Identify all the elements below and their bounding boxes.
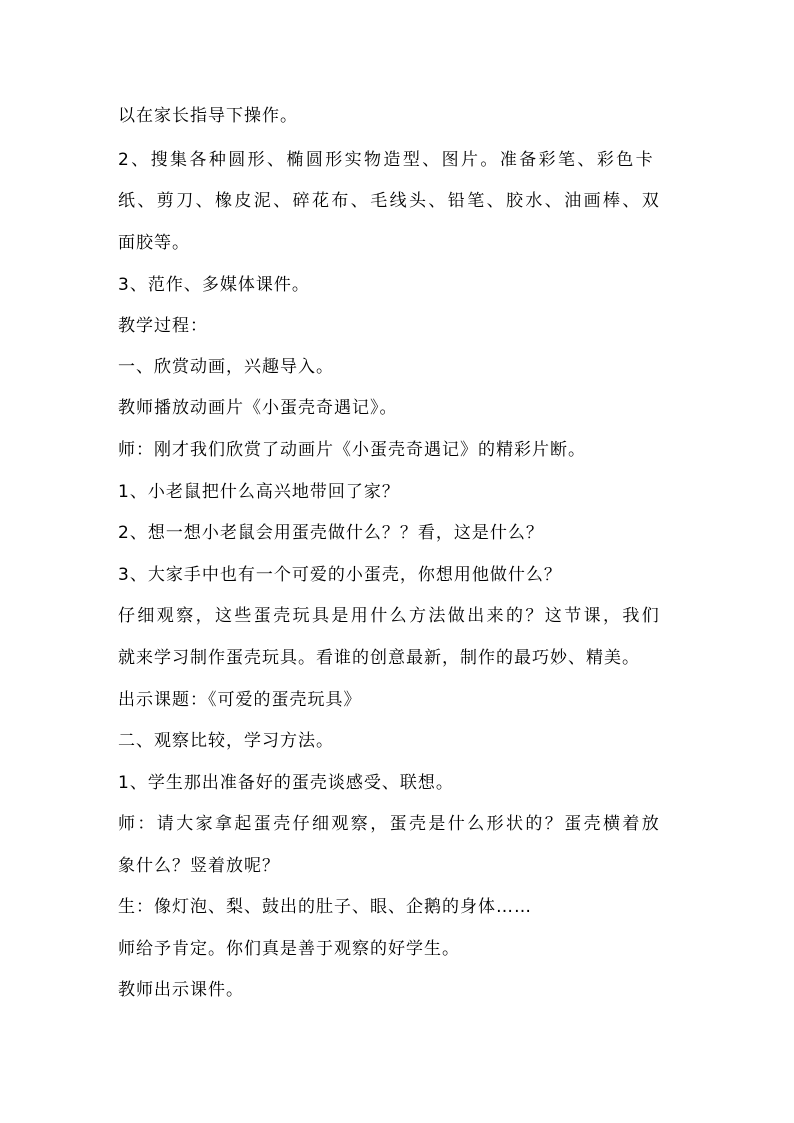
- text-line: 教学过程：: [118, 316, 208, 336]
- text-line: 教师播放动画片《小蛋壳奇遇记》。: [118, 398, 398, 418]
- text-line: 仔细观察，这些蛋壳玩具是用什么方法做出来的？这节课，我们: [118, 606, 662, 626]
- text-line: 师：刚才我们欣赏了动画片《小蛋壳奇遇记》的精彩片断。: [118, 440, 586, 460]
- text-line: 师：请大家拿起蛋壳仔细观察，蛋壳是什么形状的？蛋壳横着放: [118, 814, 662, 834]
- text-line: 面胶等。: [118, 233, 190, 253]
- text-line: 3、范作、多媒体课件。: [118, 275, 310, 295]
- text-line: 1、学生那出准备好的蛋壳谈感受、联想。: [118, 773, 454, 793]
- text-line: 生：像灯泡、梨、鼓出的肚子、眼、企鹅的身体……: [118, 897, 532, 917]
- text-line: 纸、剪刀、橡皮泥、碎花布、毛线头、铅笔、胶水、油画棒、双: [118, 191, 662, 211]
- text-line: 二、观察比较，学习方法。: [118, 731, 334, 751]
- text-line: 2、想一想小老鼠会用蛋壳做什么？？看，这是什么？: [118, 523, 544, 543]
- text-line: 1、小老鼠把什么高兴地带回了家？: [118, 482, 400, 502]
- text-line: 教师出示课件。: [118, 980, 244, 1000]
- text-line: 2、搜集各种圆形、椭圆形实物造型、图片。准备彩笔、彩色卡: [118, 150, 656, 170]
- text-line: 就来学习制作蛋壳玩具。看谁的创意最新，制作的最巧妙、精美。: [118, 648, 640, 668]
- text-line: 3、大家手中也有一个可爱的小蛋壳，你想用他做什么？: [118, 565, 562, 585]
- text-line: 一、欣赏动画，兴趣导入。: [118, 357, 334, 377]
- text-line: 象什么？竖着放呢？: [118, 856, 280, 876]
- text-line: 师给予肯定。你们真是善于观察的好学生。: [118, 939, 460, 959]
- text-line: 出示课题：《可爱的蛋壳玩具》: [118, 690, 362, 710]
- text-line: 以在家长指导下操作。: [118, 106, 298, 126]
